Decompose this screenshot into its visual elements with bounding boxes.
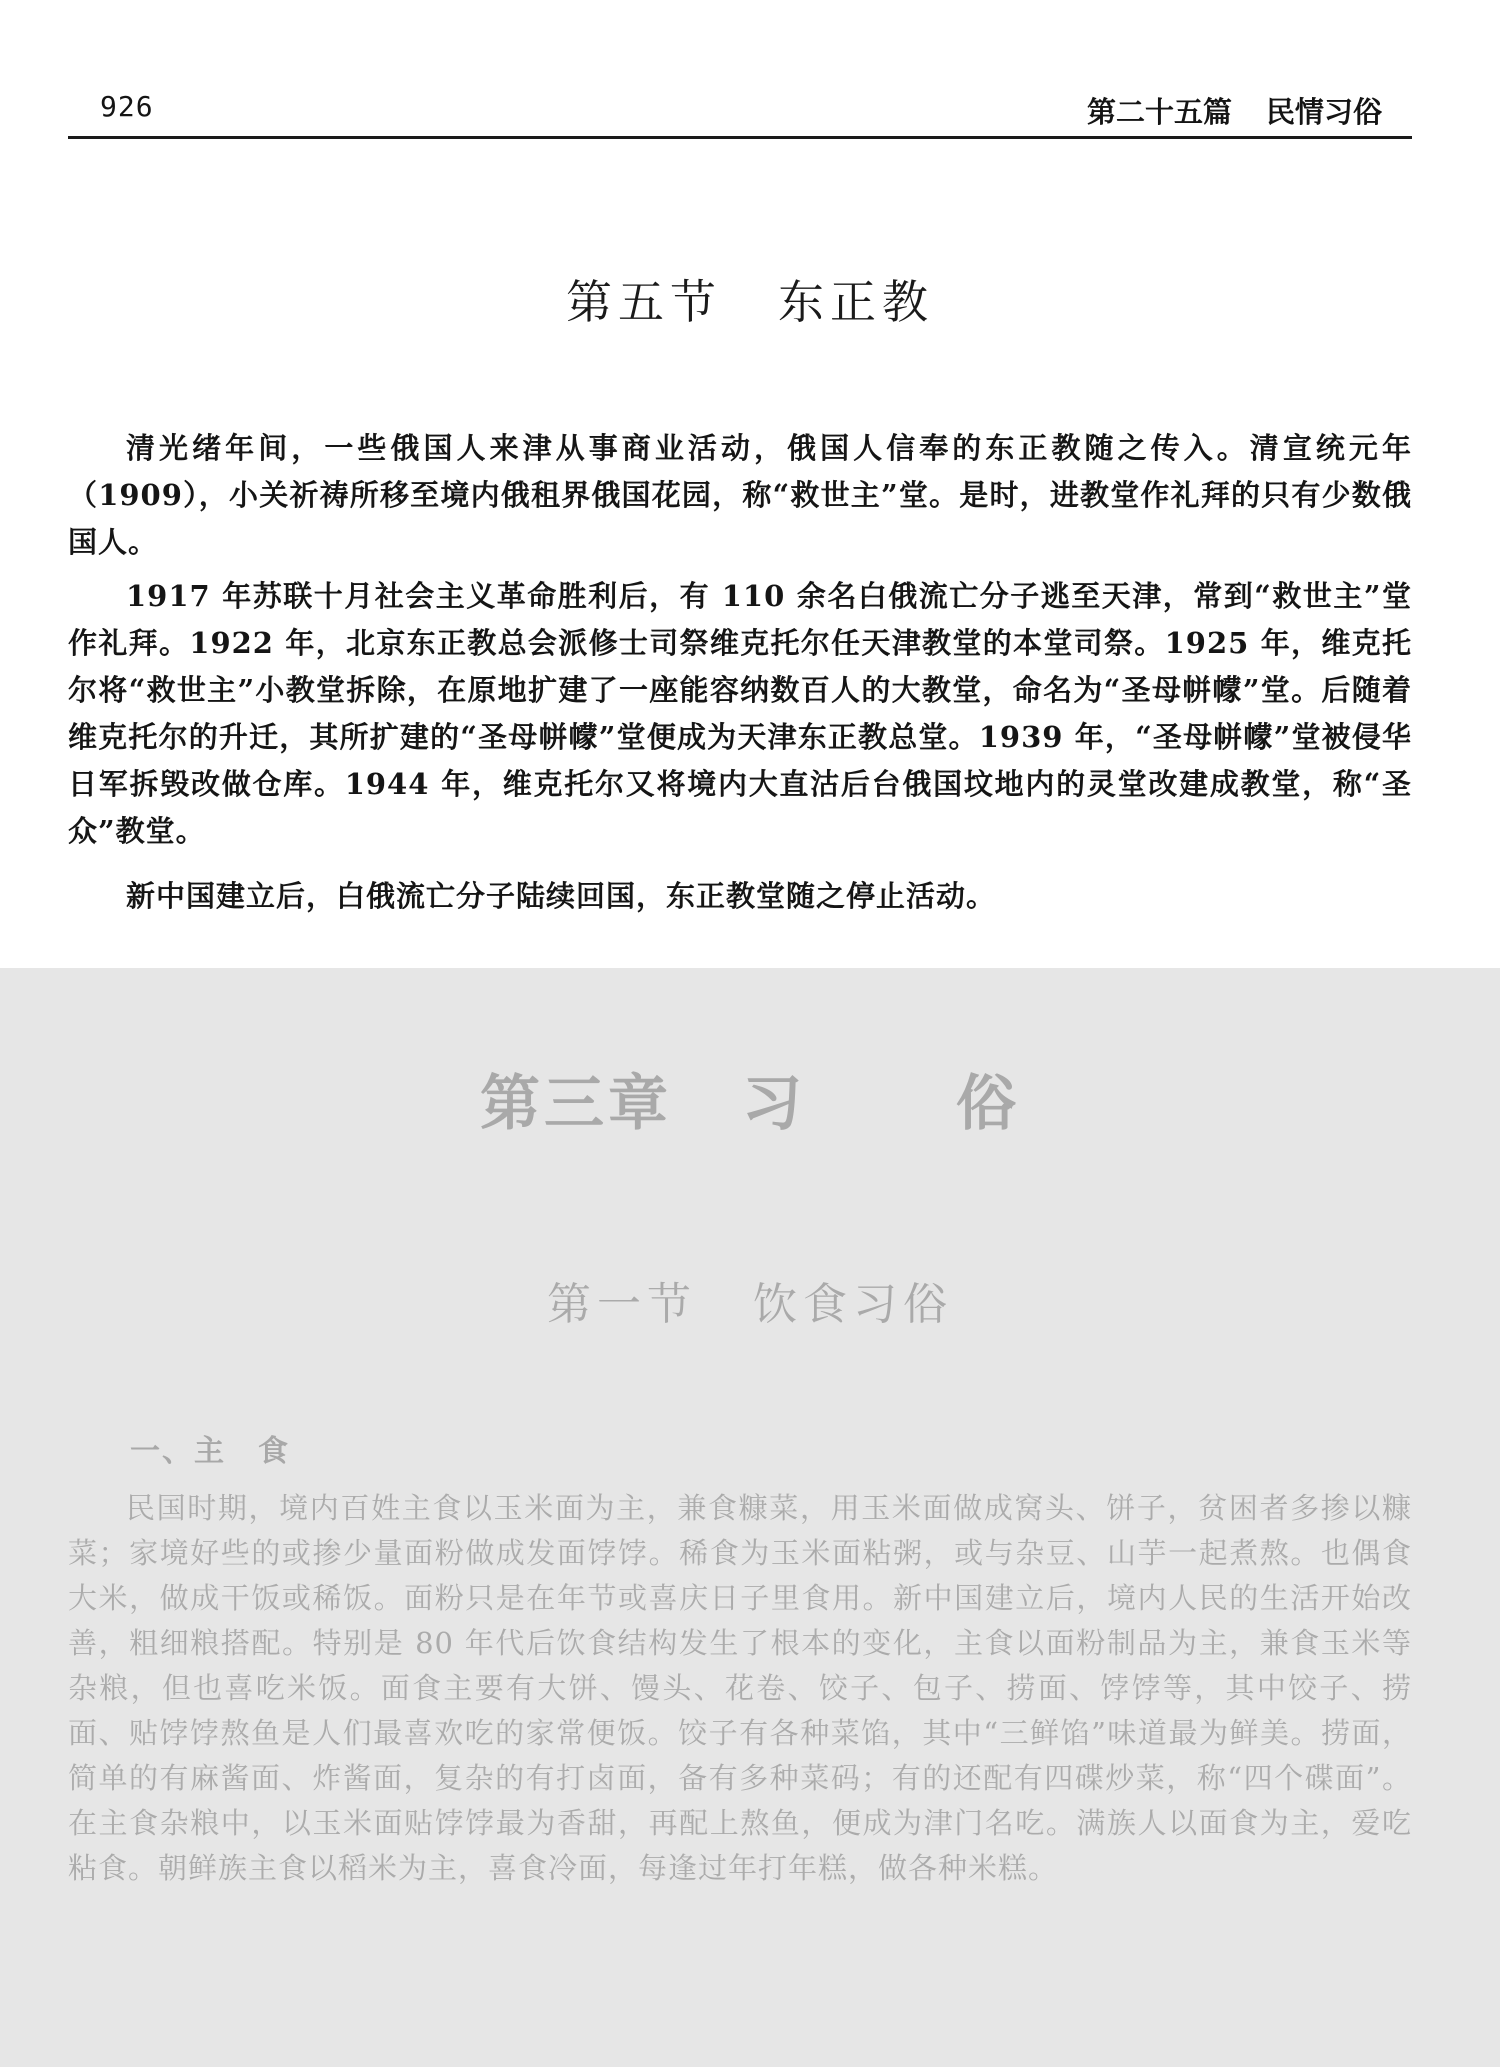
subsection-title [0, 1268, 1500, 1332]
subsection-name: 饮食习俗 [753, 1279, 953, 1330]
part-number: 第二十五篇 [1086, 95, 1232, 129]
item-heading [130, 1426, 290, 1470]
section-title [0, 266, 1500, 332]
running-head [1087, 90, 1382, 131]
section-number: 第五节 [566, 275, 722, 329]
item-number: 一、主 [130, 1434, 226, 1469]
chapter-char-2: 俗 [956, 1069, 1020, 1139]
page-number: 926 [100, 90, 154, 123]
chapter-title [0, 1056, 1500, 1142]
body-paragraph: 清光绪年间，一些俄国人来津从事商业活动，俄国人信奉的东正教随之传入。清宣统元年（1909），小关祈祷所移至境内俄租界俄国花园，称“救世主”堂。是时，进教堂作礼拜的只有少数俄国人。 [68, 431, 1412, 559]
part-title: 民情习俗 [1265, 95, 1382, 129]
chapter-number: 第三章 [480, 1069, 672, 1139]
item-title: 食 [258, 1434, 290, 1469]
body-paragraph: 新中国建立后，白俄流亡分子陆续回国，东正教堂随之停止活动。 [126, 879, 997, 913]
chapter-char-1: 习 [742, 1069, 806, 1139]
body-paragraph: 1917 年苏联十月社会主义革命胜利后，有 110 余名白俄流亡分子逃至天津，常到“救世主”堂作礼拜。1922 年，北京东正教总会派修士司祭维克托尔任天津教堂的本堂司祭。1925 年，维克托尔将“救世主”小教堂拆除，在原地扩建了一座能容纳数百人的大教堂，命名为“圣母帡幪”堂。后随着维克托尔的升迁，其所扩建的“圣母帡幪”堂便成为天津东正教总堂。1939 年，“圣母帡幪”堂被侵华日军拆毁改做仓库。1944 年，维克托尔又将境内大直沽后台俄国坟地内的灵堂改建成教堂，称“圣众”教堂。 [68, 579, 1412, 848]
page-header [68, 86, 1412, 139]
next-page-paragraph: 民国时期，境内百姓主食以玉米面为主，兼食糠菜，用玉米面做成窝头、饼子，贫困者多掺以糠菜；家境好些的或掺少量面粉做成发面饽饽。稀食为玉米面粘粥，或与杂豆、山芋一起煮熬。也偶食大米，做成干饭或稀饭。面粉只是在年节或喜庆日子里食用。新中国建立后，境内人民的生活开始改善，粗细粮搭配。特别是 80 年代后饮食结构发生了根本的变化，主食以面粉制品为主，兼食玉米等杂粮，但也喜吃米饭。面食主要有大饼、馒头、花卷、饺子、包子、捞面、饽饽等，其中饺子、捞面、贴饽饽熬鱼是人们最喜欢吃的家常便饭。饺子有各种菜馅，其中“三鲜馅”味道最为鲜美。捞面，简单的有麻酱面、炸酱面，复杂的有打卤面，备有多种菜码；有的还配有四碟炒菜，称“四个碟面”。在主食杂粮中，以玉米面贴饽饽最为香甜，再配上熬鱼，便成为津门名吃。满族人以面食为主，爱吃粘食。朝鲜族主食以稻米为主，喜食冷面，每逢过年打年糕，做各种米糕。 [68, 1491, 1412, 1885]
subsection-number: 第一节 [547, 1279, 697, 1330]
section-name: 东正教 [778, 275, 934, 329]
next-page-overlay [0, 968, 1500, 2067]
